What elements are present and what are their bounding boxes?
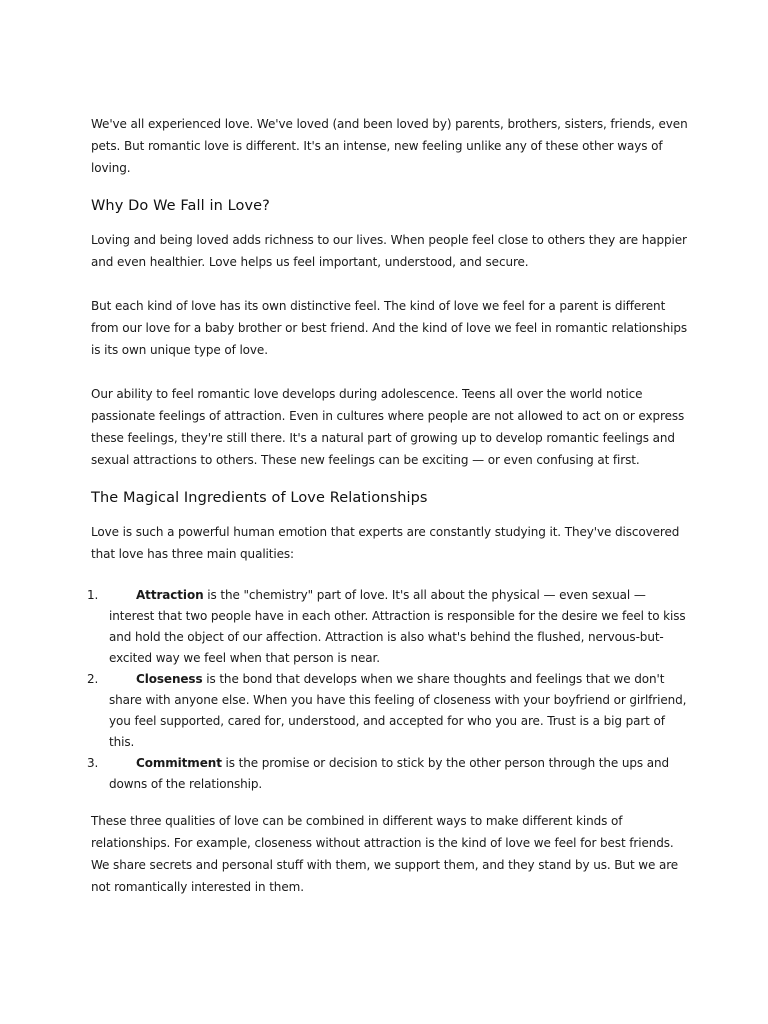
term-attraction: Attraction bbox=[136, 588, 204, 602]
qualities-list bbox=[87, 585, 691, 795]
magic-intro-paragraph: Love is such a powerful human emotion that experts are constantly studying it. They've discovered that love has three main qualities: bbox=[91, 525, 680, 561]
list-item-text: is the promise or decision to stick by the other person through the ups and downs of the relationship. bbox=[109, 756, 670, 791]
heading-why-fall-in-love: Why Do We Fall in Love? bbox=[91, 198, 270, 214]
why-paragraph-1: Loving and being loved adds richness to our lives. When people feel close to others they are happier and even healthier. Love helps us feel important, understood, and secure. bbox=[91, 233, 687, 269]
term-commitment: Commitment bbox=[136, 756, 222, 770]
list-item-text: is the "chemistry" part of love. It's all about the physical — even sexual — interest that two people have in each other. Attraction is responsible for the desire we feel to kiss and hold the object of our affection. Attraction is also what's behind the flushed, nervous-but-excited way we feel when that person is near. bbox=[109, 588, 686, 665]
heading-magical-ingredients: The Magical Ingredients of Love Relationships bbox=[91, 490, 428, 506]
document-page bbox=[87, 113, 691, 898]
closing-paragraph: These three qualities of love can be combined in different ways to make different kinds of relationships. For example, closeness without attraction is the kind of love we feel for best friends. We share secrets and personal stuff with them, we support them, and they stand by us. But we are not romantically interested in them. bbox=[91, 814, 679, 894]
list-number: 2. bbox=[87, 672, 99, 686]
list-item-text: is the bond that develops when we share thoughts and feelings that we don't share with anyone else. When you have this feeling of closeness with your boyfriend or girlfriend, you feel supported, cared for, understood, and accepted for who you are. Trust is a big part of this. bbox=[109, 672, 687, 749]
list-number: 3. bbox=[87, 756, 99, 770]
intro-paragraph: We've all experienced love. We've loved (and been loved by) parents, brothers, sisters, friends, even pets. But romantic love is different. It's an intense, new feeling unlike any of these other ways of loving. bbox=[91, 117, 688, 175]
term-closeness: Closeness bbox=[136, 672, 203, 686]
why-paragraph-3: Our ability to feel romantic love develops during adolescence. Teens all over the world notice passionate feelings of attraction. Even in cultures where people are not allowed to act on or express these feelings, they're still there. It's a natural part of growing up to develop romantic feelings and sexual attractions to others. These new feelings can be exciting — or even confusing at first. bbox=[91, 387, 685, 467]
list-number: 1. bbox=[87, 588, 99, 602]
why-paragraph-2: But each kind of love has its own distinctive feel. The kind of love we feel for a parent is different from our love for a baby brother or best friend. And the kind of love we feel in romantic relationships is its own unique type of love. bbox=[91, 299, 687, 357]
list-item-commitment bbox=[87, 753, 691, 795]
list-item-closeness bbox=[87, 669, 691, 753]
list-item-attraction bbox=[87, 585, 691, 669]
